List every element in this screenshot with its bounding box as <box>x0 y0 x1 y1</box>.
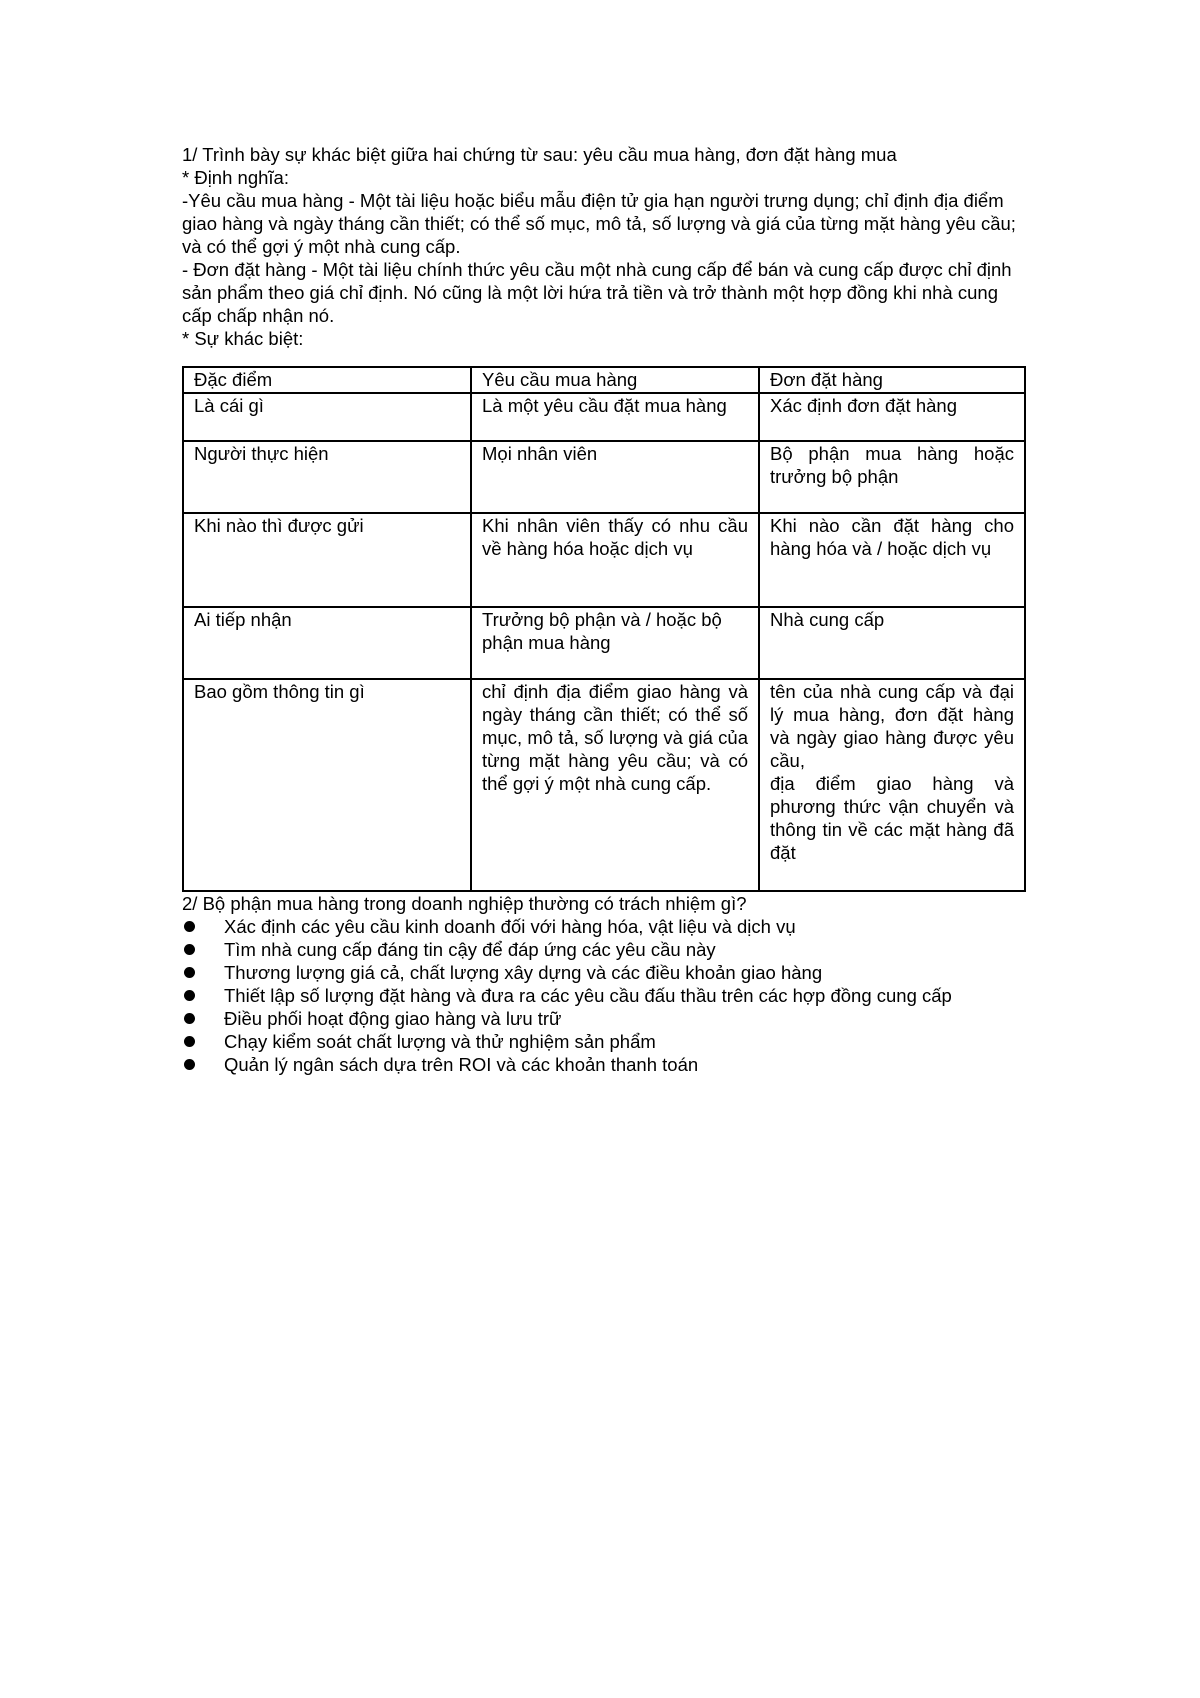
table-row <box>183 513 1025 607</box>
list-item <box>182 961 1022 984</box>
comparison-table <box>182 366 1026 892</box>
list-item <box>182 1053 1022 1076</box>
list-item-text: Xác định các yêu cầu kinh doanh đối với hàng hóa, vật liệu và dịch vụ <box>224 916 796 937</box>
table-cell: Xác định đơn đặt hàng <box>759 393 1025 441</box>
bullet-icon <box>184 1059 195 1070</box>
table-cell: Là cái gì <box>183 393 471 441</box>
list-item-text: Tìm nhà cung cấp đáng tin cậy để đáp ứng các yêu cầu này <box>224 939 716 960</box>
table-row <box>183 393 1025 441</box>
bullet-icon <box>184 1036 195 1047</box>
table-cell: Nhà cung cấp <box>759 607 1025 679</box>
bullet-icon <box>184 990 195 1001</box>
question-1-heading: 1/ Trình bày sự khác biệt giữa hai chứng từ sau: yêu cầu mua hàng, đơn đặt hàng mua <box>182 144 897 165</box>
table-header-row <box>183 367 1025 393</box>
table-cell: chỉ định địa điểm giao hàng và ngày tháng cần thiết; có thể số mục, mô tả, số lượng và giá của từng mặt hàng yêu cầu; và có thể gợi ý một nhà cung cấp. <box>471 679 759 891</box>
spacer <box>182 350 1022 366</box>
difference-heading: * Sự khác biệt: <box>182 328 304 349</box>
responsibility-list <box>182 915 1022 1076</box>
definition-heading: * Định nghĩa: <box>182 167 289 188</box>
table-row <box>183 679 1025 891</box>
table-row <box>183 607 1025 679</box>
list-item-text: Quản lý ngân sách dựa trên ROI và các khoản thanh toán <box>224 1054 699 1075</box>
table-cell: Là một yêu cầu đặt mua hàng <box>471 393 759 441</box>
definition-purchase-order: - Đơn đặt hàng - Một tài liệu chính thức yêu cầu một nhà cung cấp để bán và cung cấp được chỉ định sản phẩm theo giá chỉ định. Nó cũng là một lời hứa trả tiền và trở thành một hợp đồng khi nhà cung cấp chấp nhận nó. <box>182 259 1012 326</box>
table-cell: Bộ phận mua hàng hoặc trưởng bộ phận <box>759 441 1025 513</box>
table-cell: Khi nào thì được gửi <box>183 513 471 607</box>
table-header-cell: Đơn đặt hàng <box>759 367 1025 393</box>
list-item <box>182 938 1022 961</box>
table-header-cell: Yêu cầu mua hàng <box>471 367 759 393</box>
table-cell: Bao gồm thông tin gì <box>183 679 471 891</box>
po-info-line-1: tên của nhà cung cấp và đại lý mua hàng, đơn đặt hàng và ngày giao hàng được yêu cầu, <box>770 681 1014 771</box>
po-info-line-2: địa điểm giao hàng và phương thức vận chuyển và thông tin về các mặt hàng đã đặt <box>770 773 1014 863</box>
list-item-text: Thiết lập số lượng đặt hàng và đưa ra các yêu cầu đấu thầu trên các hợp đồng cung cấp <box>224 985 952 1006</box>
list-item <box>182 984 1022 1007</box>
table-cell: Khi nhân viên thấy có nhu cầu về hàng hóa hoặc dịch vụ <box>471 513 759 607</box>
question-2-heading: 2/ Bộ phận mua hàng trong doanh nghiệp thường có trách nhiệm gì? <box>182 893 747 914</box>
table-cell: Ai tiếp nhận <box>183 607 471 679</box>
list-item-text: Chạy kiểm soát chất lượng và thử nghiệm sản phẩm <box>224 1031 656 1052</box>
bullet-icon <box>184 1013 195 1024</box>
list-item-text: Thương lượng giá cả, chất lượng xây dựng và các điều khoản giao hàng <box>224 962 823 983</box>
list-item <box>182 915 1022 938</box>
table-cell: Người thực hiện <box>183 441 471 513</box>
bullet-icon <box>184 944 195 955</box>
table-cell: Khi nào cần đặt hàng cho hàng hóa và / hoặc dịch vụ <box>759 513 1025 607</box>
bullet-icon <box>184 967 195 978</box>
definition-purchase-requisition: -Yêu cầu mua hàng - Một tài liệu hoặc biểu mẫu điện tử gia hạn người trưng dụng; chỉ định địa điểm giao hàng và ngày tháng cần thiết; có thể số mục, mô tả, số lượng và giá của từng mặt hàng yêu cầu; và có thể gợi ý một nhà cung cấp. <box>182 190 1016 257</box>
list-item <box>182 1007 1022 1030</box>
table-cell: Mọi nhân viên <box>471 441 759 513</box>
table-cell <box>759 679 1025 891</box>
table-cell: Trưởng bộ phận và / hoặc bộ phận mua hàng <box>471 607 759 679</box>
table-header-cell: Đặc điểm <box>183 367 471 393</box>
bullet-icon <box>184 921 195 932</box>
table-row <box>183 441 1025 513</box>
list-item <box>182 1030 1022 1053</box>
list-item-text: Điều phối hoạt động giao hàng và lưu trữ <box>224 1008 562 1029</box>
document-page <box>182 143 1022 1076</box>
